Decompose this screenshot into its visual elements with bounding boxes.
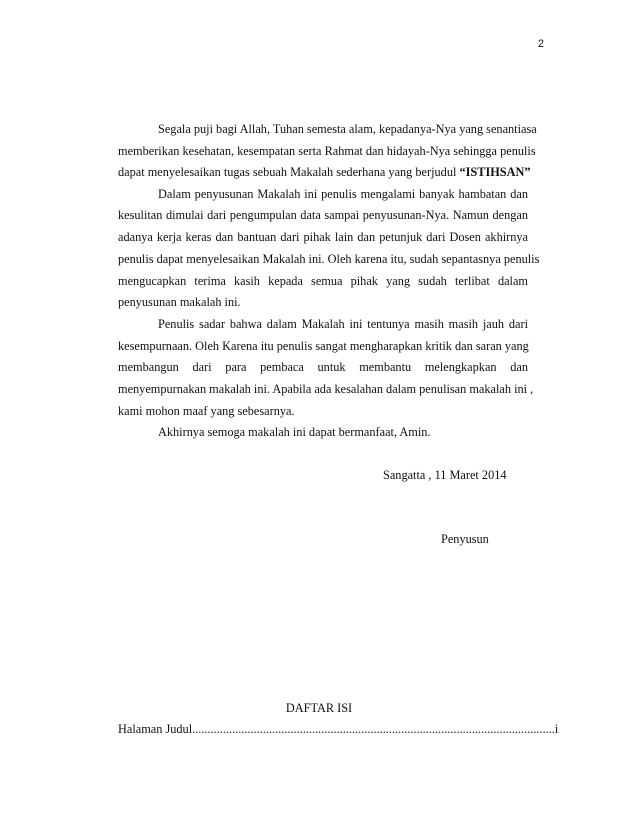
paragraph-line: kesulitan dimulai dari pengumpulan data sampai penyusunan-Nya. Namun dengan — [118, 208, 528, 222]
paragraph-line: mengucapkan terima kasih kepada semua pihak yang sudah terlibat dalam — [118, 274, 528, 288]
toc-heading: DAFTAR ISI — [285, 701, 353, 715]
paragraph-line-text: dapat menyelesaikan tugas sebuah Makalah sederhana yang berjudul — [118, 165, 460, 179]
paragraph-line: kami mohon maaf yang sebesarnya. — [118, 404, 295, 418]
paragraph-line: Penulis sadar bahwa dalam Makalah ini tentunya masih masih jauh dari — [158, 317, 528, 331]
toc-leader-dots: ...................................................................................................................... — [192, 722, 555, 736]
paragraph-line: membangun dari para pembaca untuk membantu melengkapkan dan — [118, 360, 528, 374]
page-number: 2 — [537, 38, 544, 50]
paragraph-line: adanya kerja keras dan bantuan dari pihak lain dan petunjuk dari Dosen akhirnya — [118, 230, 528, 244]
paragraph-line: penulis dapat menyelesaikan Makalah ini. Oleh karena itu, sudah sepantasnya penulis — [118, 252, 540, 266]
author-signature: Penyusun — [441, 532, 489, 546]
paragraph-line: memberikan kesehatan, kesempatan serta Rahmat dan hidayah-Nya sehingga penulis — [118, 144, 536, 158]
paragraph-line: kesempurnaan. Oleh Karena itu penulis sangat mengharapkan kritik dan saran yang — [118, 339, 529, 353]
report-title: “ISTIHSAN” — [459, 165, 531, 179]
toc-entry-label: Halaman Judul — [118, 722, 193, 736]
toc-entry[interactable] — [118, 721, 559, 737]
paragraph-line — [118, 164, 531, 180]
place-date: Sangatta , 11 Maret 2014 — [383, 468, 507, 482]
toc-entry-page: i — [554, 722, 559, 736]
paragraph-line: Akhirnya semoga makalah ini dapat bermanfaat, Amin. — [158, 425, 431, 439]
paragraph-line: Segala puji bagi Allah, Tuhan semesta alam, kepadanya-Nya yang senantiasa — [158, 122, 537, 136]
paragraph-line: penyusunan makalah ini. — [118, 295, 241, 309]
paragraph-line: Dalam penyusunan Makalah ini penulis mengalami banyak hambatan dan — [158, 187, 528, 201]
paragraph-line: menyempurnakan makalah ini. Apabila ada kesalahan dalam penulisan makalah ini , — [118, 382, 534, 396]
